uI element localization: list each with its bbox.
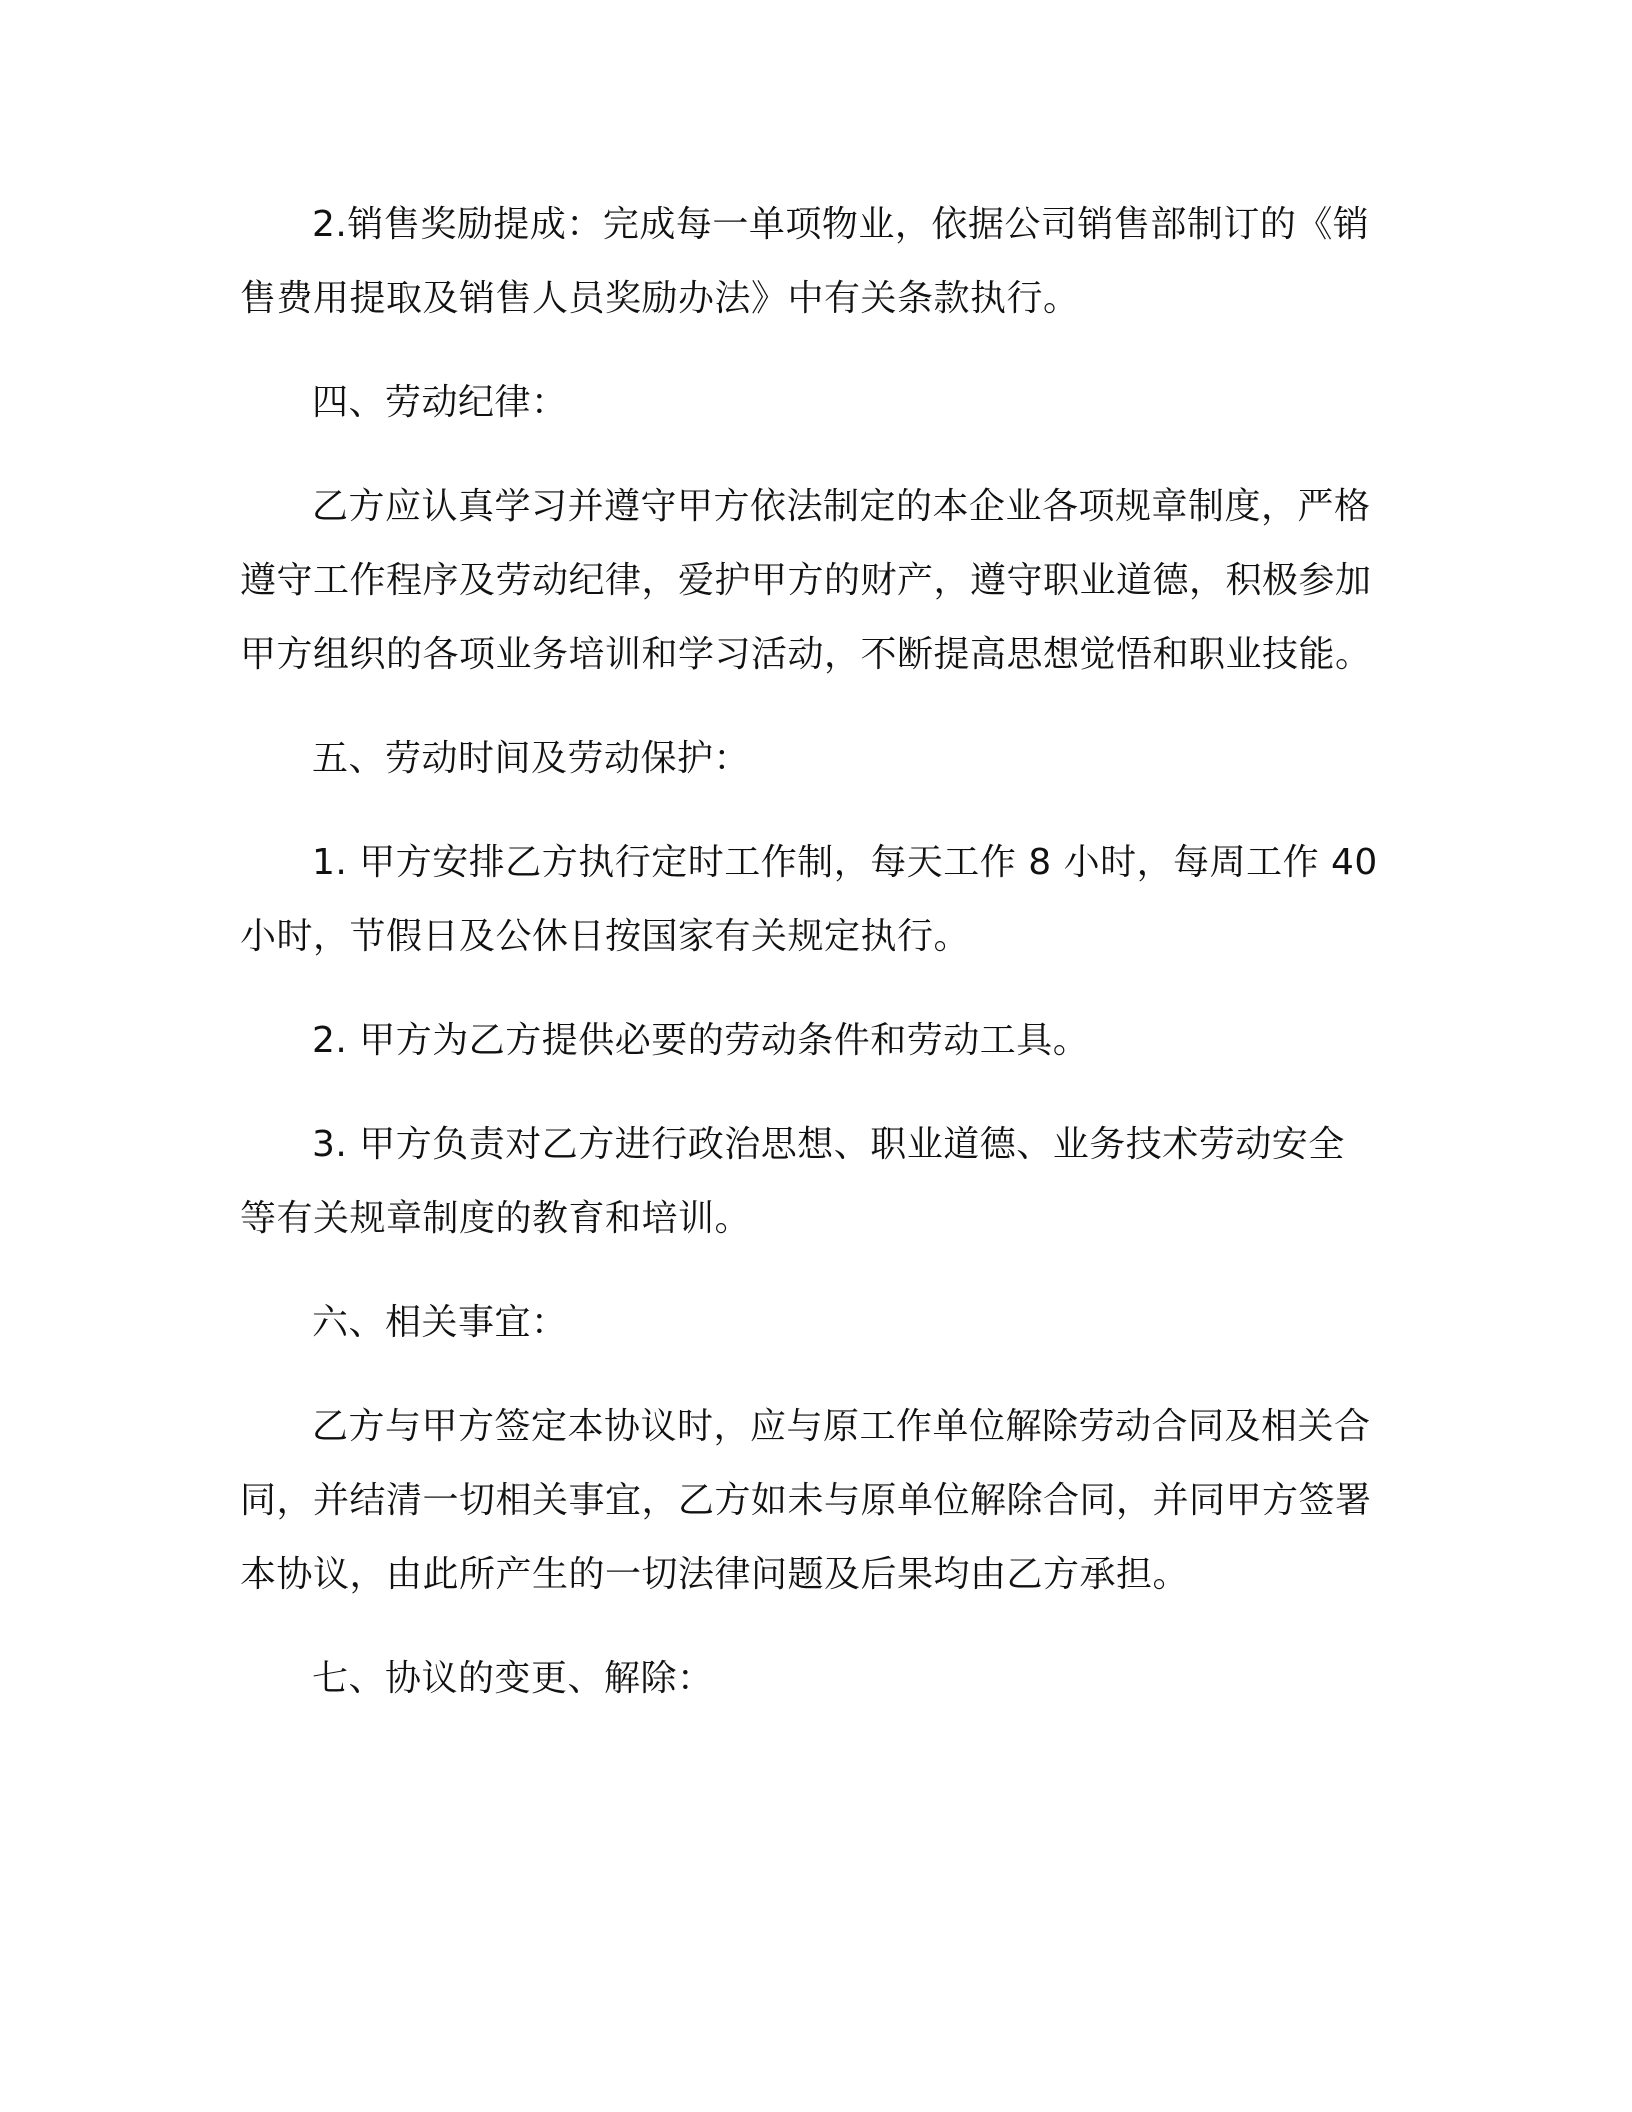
heading-agreement-change: 七、协议的变更、解除： bbox=[312, 1658, 714, 1699]
paragraph-labor-discipline: 乙方应认真学习并遵守甲方依法制定的本企业各项规章制度，严格遵守工作程序及劳动纪律，爱护甲方的财产，遵守职业道德，积极参加甲方组织的各项业务培训和学习活动，不断提高思想觉悟和职业技能。 bbox=[240, 486, 1372, 675]
paragraph-working-hours-1: 1. 甲方安排乙方执行定时工作制，每天工作 8 小时，每周工作 40 小时，节假日及公休日按国家有关规定执行。 bbox=[240, 842, 1378, 957]
paragraph-working-hours-3: 3. 甲方负责对乙方进行政治思想、职业道德、业务技术劳动安全等有关规章制度的教育和培训。 bbox=[240, 1124, 1345, 1239]
paragraph-working-hours-2: 2. 甲方为乙方提供必要的劳动条件和劳动工具。 bbox=[312, 1020, 1090, 1061]
heading-labor-discipline: 四、劳动纪律： bbox=[312, 382, 568, 423]
document-body bbox=[240, 188, 1380, 1746]
paragraph-sales-commission: 2.销售奖励提成：完成每一单项物业，依据公司销售部制订的《销售费用提取及销售人员奖励办法》中有关条款执行。 bbox=[240, 204, 1370, 319]
paragraph-related-matters: 乙方与甲方签定本协议时，应与原工作单位解除劳动合同及相关合同，并结清一切相关事宜，乙方如未与原单位解除合同，并同甲方签署本协议，由此所产生的一切法律问题及后果均由乙方承担。 bbox=[240, 1406, 1372, 1595]
heading-working-hours: 五、劳动时间及劳动保护： bbox=[312, 738, 751, 779]
heading-related-matters: 六、相关事宜： bbox=[312, 1302, 568, 1343]
